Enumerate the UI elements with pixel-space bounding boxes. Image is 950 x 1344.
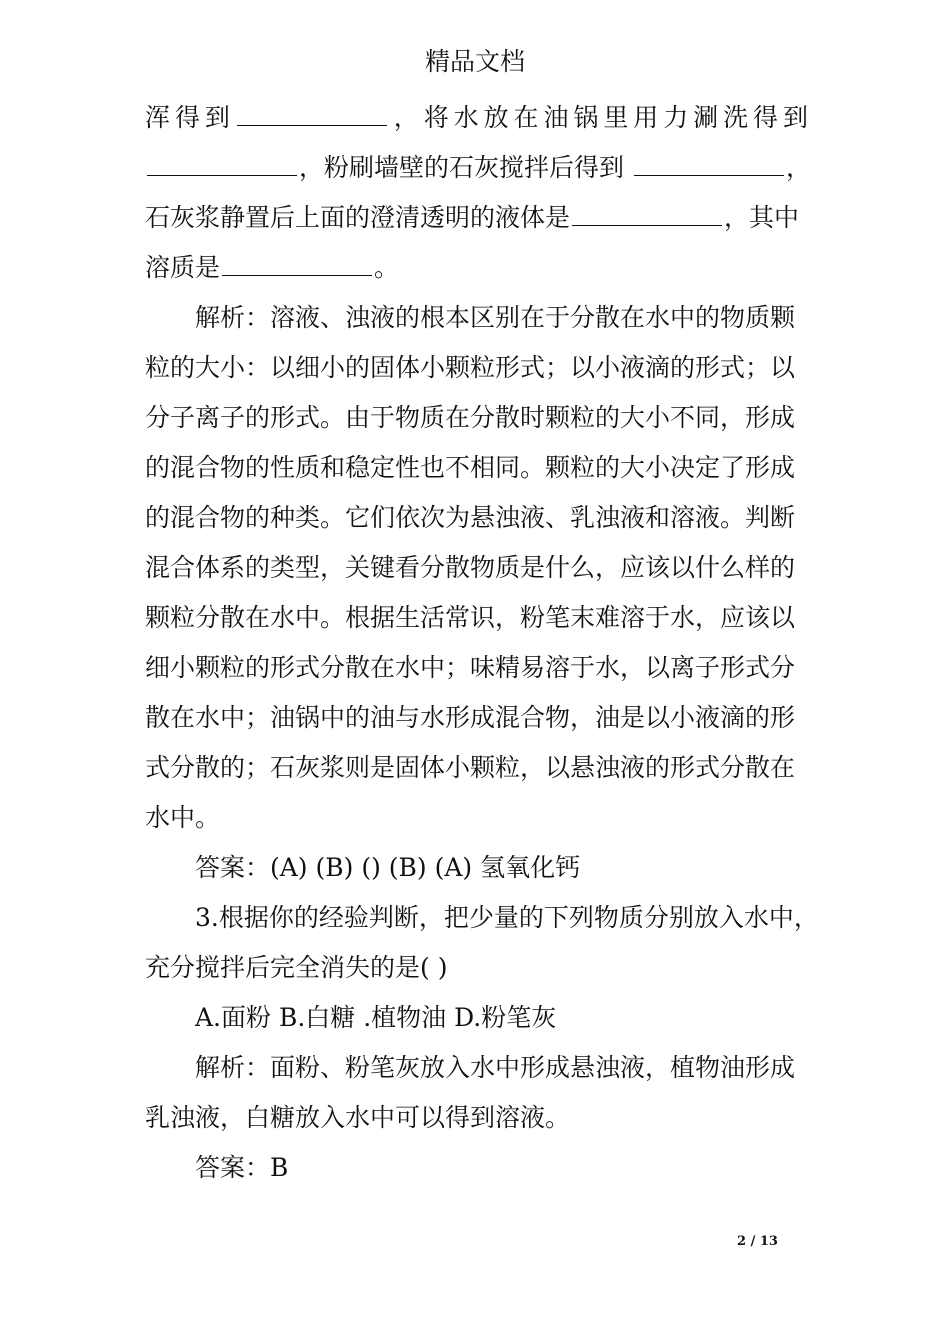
question-line-3 xyxy=(145,200,808,250)
question-text: ，其中 xyxy=(724,203,800,232)
analysis-line: 颗粒分散在水中。根据生活常识，粉笔末难溶于水，应该以 xyxy=(145,603,796,632)
fill-blank xyxy=(572,203,722,226)
question-line-1 xyxy=(145,100,808,150)
question-text: ， xyxy=(786,153,812,182)
analysis-line: 粒的大小：以细小的固体小颗粒形式；以小液滴的形式；以 xyxy=(145,353,796,382)
fill-blank xyxy=(237,103,387,126)
answer3-line: 答案：B xyxy=(195,1153,289,1182)
analysis-line: 分子离子的形式。由于物质在分散时颗粒的大小不同，形成 xyxy=(145,403,796,432)
question-text: 浑得到 xyxy=(145,103,235,132)
fill-blank xyxy=(147,153,297,176)
question3-line-1: 3.根据你的经验判断，把少量的下列物质分别放入水中， xyxy=(195,903,819,932)
analysis-line: 混合体系的类型，关键看分散物质是什么，应该以什么样的 xyxy=(145,553,796,582)
question-line-2 xyxy=(145,150,812,200)
question-text: 溶质是 xyxy=(145,253,221,282)
analysis-line: 解析：溶液、浊液的根本区别在于分散在水中的物质颗 xyxy=(195,303,796,332)
fill-blank xyxy=(634,153,784,176)
page-number: 2 / 13 xyxy=(737,1234,778,1249)
fill-blank xyxy=(222,253,372,276)
answer-line: 答案：(A) (B) () (B) (A) 氢氧化钙 xyxy=(195,853,581,882)
analysis3-line-1: 解析：面粉、粉笔灰放入水中形成悬浊液，植物油形成 xyxy=(195,1053,796,1082)
analysis3-line-2: 乳浊液，白糖放入水中可以得到溶液。 xyxy=(145,1103,571,1132)
analysis-line: 水中。 xyxy=(145,803,221,832)
question-text: 。 xyxy=(374,253,400,282)
page-header-title: 精品文档 xyxy=(424,47,525,76)
analysis-line: 式分散的；石灰浆则是固体小颗粒，以悬浊液的形式分散在 xyxy=(145,753,796,782)
question-text: ，将水放在油锅里用力涮洗得到 xyxy=(388,103,808,132)
analysis-line: 细小颗粒的形式分散在水中；味精易溶于水，以离子形式分 xyxy=(145,653,796,682)
question-text: 石灰浆静置后上面的澄清透明的液体是 xyxy=(145,203,571,232)
question3-line-2: 充分搅拌后完全消失的是( ) xyxy=(145,953,448,982)
analysis-line: 的混合物的性质和稳定性也不相同。颗粒的大小决定了形成 xyxy=(145,453,796,482)
document-body xyxy=(145,100,819,1200)
question-line-4 xyxy=(145,250,808,300)
question3-options: A.面粉 B.白糖 .植物油 D.粉笔灰 xyxy=(195,1003,557,1032)
question-text: ，粉刷墙壁的石灰搅拌后得到 xyxy=(299,153,625,182)
analysis-line: 的混合物的种类。它们依次为悬浊液、乳浊液和溶液。判断 xyxy=(145,503,796,532)
analysis-line: 散在水中；油锅中的油与水形成混合物，油是以小液滴的形 xyxy=(145,703,796,732)
